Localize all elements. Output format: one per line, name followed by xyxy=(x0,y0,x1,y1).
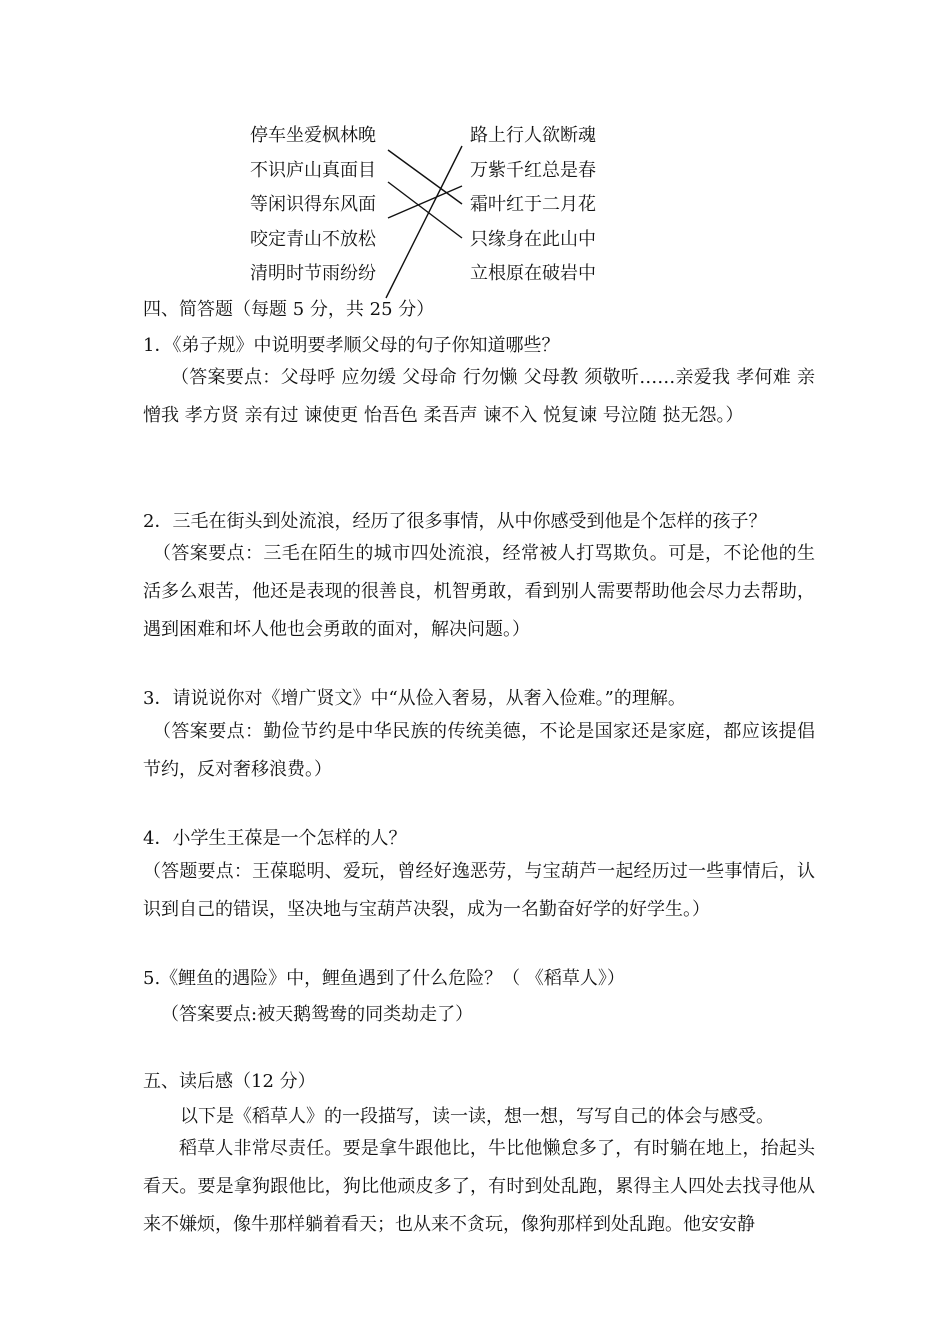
question-3: 3．请说说你对《增广贤文》中“从俭入奢易，从奢入俭难。”的理解。 xyxy=(143,688,686,709)
match-line-1 xyxy=(388,150,462,204)
right-line-4: 只缘身在此山中 xyxy=(470,229,596,250)
question-4: 4．小学生王葆是一个怎样的人？ xyxy=(143,828,407,849)
right-line-3: 霜叶红于二月花 xyxy=(470,194,596,215)
matching-lines xyxy=(0,0,950,320)
left-line-3: 等闲识得东风面 xyxy=(250,194,376,215)
right-line-5: 立根原在破岩中 xyxy=(470,263,596,284)
match-line-4 xyxy=(386,146,462,298)
left-line-4: 咬定青山不放松 xyxy=(250,229,376,250)
section5-heading: 五、读后感（12 分） xyxy=(143,1071,316,1092)
answer-2: （答案要点：三毛在陌生的城市四处流浪，经常被人打骂欺负。可是，不论他的生活多么艰苦，他还是表现的很善良，机智勇敢，看到别人需要帮助他会尽力去帮助，遇到困难和坏人他也会勇敢的面对，解决问题。） xyxy=(143,543,815,640)
right-line-2: 万紫千红总是春 xyxy=(470,160,596,181)
answer-5: （答案要点:被天鹅鸳鸯的同类劫走了） xyxy=(161,1004,474,1025)
section5-intro: 以下是《稻草人》的一段描写，读一读，想一想，写写自己的体会与感受。 xyxy=(180,1106,774,1127)
question-2: 2．三毛在街头到处流浪，经历了很多事情，从中你感受到他是个怎样的孩子？ xyxy=(143,511,767,532)
left-line-1: 停车坐爱枫林晚 xyxy=(250,125,376,146)
answer-4: （答题要点：王葆聪明、爱玩，曾经好逸恶劳，与宝葫芦一起经历过一些事情后，认识到自己的错误，坚决地与宝葫芦决裂，成为一名勤奋好学的好学生。） xyxy=(143,861,815,920)
left-line-2: 不识庐山真面目 xyxy=(250,160,376,181)
answer-3: （答案要点：勤俭节约是中华民族的传统美德，不论是国家还是家庭，都应该提倡节约，反对奢移浪费。） xyxy=(143,721,815,780)
question-1: 1．《弟子规》中说明要孝顺父母的句子你知道哪些？ xyxy=(143,335,560,356)
left-line-5: 清明时节雨纷纷 xyxy=(250,263,376,284)
question-5: 5.《鲤鱼的遇险》中，鲤鱼遇到了什么危险？（ 《稻草人》） xyxy=(143,968,625,989)
section4-heading: 四、简答题（每题 5 分，共 25 分） xyxy=(143,299,435,320)
right-line-1: 路上行人欲断魂 xyxy=(470,125,596,146)
answer-1: （答案要点：父母呼 应勿缓 父母命 行勿懒 父母教 须敬听……亲爱我 孝何难 亲憎我 孝方贤 亲有过 谏使更 怡吾色 柔吾声 谏不入 悦复谏 号泣随 挞无怨。） xyxy=(143,367,815,426)
section5-passage: 稻草人非常尽责任。要是拿牛跟他比，牛比他懒怠多了，有时躺在地上，抬起头看天。要是拿狗跟他比，狗比他顽皮多了，有时到处乱跑，累得主人四处去找寻他从来不嫌烦，像牛那样躺着看天；也从来不贪玩，像狗那样到处乱跑。他安安静 xyxy=(143,1138,815,1235)
